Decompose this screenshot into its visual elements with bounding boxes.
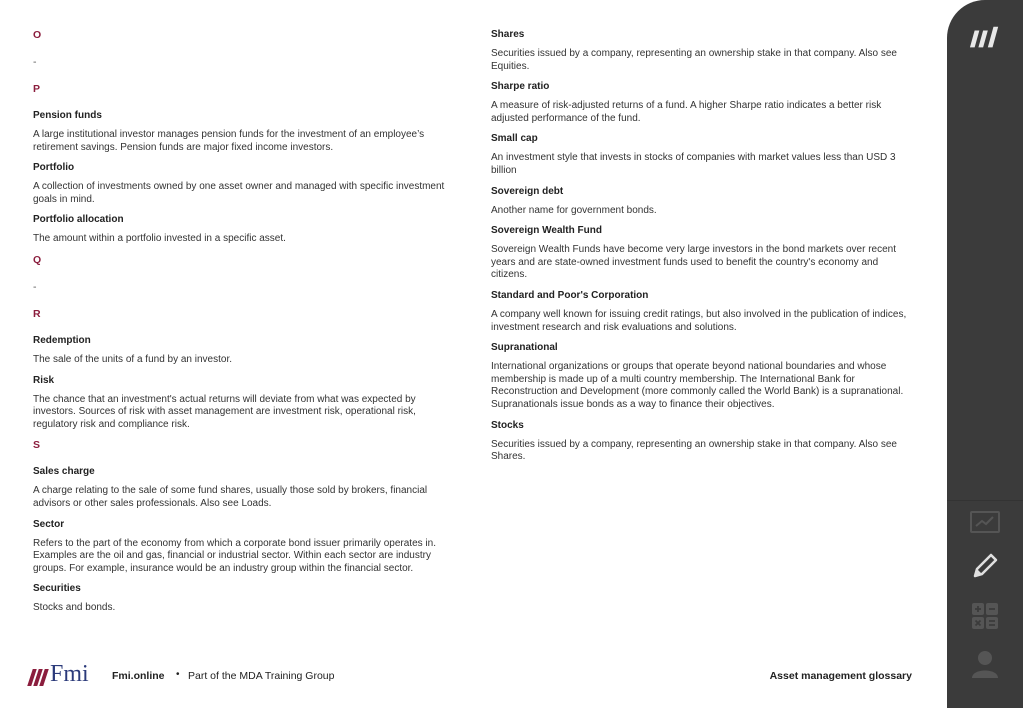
glossary-term: Sector: [33, 518, 65, 530]
glossary-term: Supranational: [491, 342, 558, 354]
glossary-entry: [33, 213, 453, 246]
section-letter: S: [33, 439, 41, 452]
sidebar: [947, 0, 1023, 708]
fmi-logo: [30, 660, 89, 686]
brand-logo-icon[interactable]: [969, 22, 1001, 54]
section-letter: R: [33, 307, 41, 320]
page-footer: [30, 660, 912, 690]
glossary-definition: The amount within a portfolio invested in a specific asset.: [33, 233, 286, 245]
section-letter: O: [33, 29, 42, 41]
glossary-entry: [491, 80, 916, 125]
empty-section-dash: -: [33, 56, 37, 68]
glossary-definition: A company well known for issuing credit ratings, but also involved in the publication of indices, investment research and risk evaluations and solutions.: [491, 308, 907, 333]
section-letter: P: [33, 83, 41, 95]
glossary-definition: Stocks and bonds.: [33, 602, 116, 614]
glossary-entry: [33, 465, 453, 510]
glossary-left-column: [33, 28, 453, 622]
glossary-definition: A large institutional investor manages pension funds for the investment of an employee’s retirement savings. Pension funds are major fixed income investors.: [33, 129, 425, 153]
glossary-entry: [33, 161, 453, 206]
glossary-definition: The chance that an investment's actual returns will deviate from what was expected by investors. Sources of risk with asset management are investment risk, operational risk, regulatory risk and compliance risk.: [33, 393, 416, 430]
glossary-entry: [491, 28, 916, 73]
chart-icon[interactable]: [969, 506, 1001, 538]
glossary-term: Sovereign debt: [491, 185, 564, 197]
glossary-entry: [491, 289, 916, 334]
glossary-term: Portfolio allocation: [33, 214, 124, 226]
glossary-term: Standard and Poor's Corporation: [491, 289, 649, 301]
glossary-definition: A measure of risk-adjusted returns of a fund. A higher Sharpe ratio indicates a better risk adjusted performance of the fund.: [491, 100, 882, 124]
glossary-definition: International organizations or groups that operate beyond national boundaries and whose membership is made up of a multi country membership. The International Bank for Reconstruction and Development (more commonly called the World Bank) is a supranational. Supranationals issue bonds as a way to finance their objectives.: [491, 361, 904, 410]
glossary-term: Portfolio: [33, 162, 75, 174]
glossary-entry: [491, 224, 916, 282]
footer-separator: •: [176, 669, 180, 680]
section-letter: Q: [33, 253, 42, 266]
glossary-entry: [491, 419, 916, 464]
glossary-entry: [33, 334, 453, 367]
glossary-definition: Refers to the part of the economy from which a corporate bond issuer primarily operates in. Examples are the oil and gas, financial or industrial sector. Within each sector are industry groups. For example, insurance would be an industry group within the financial sector.: [33, 537, 436, 574]
glossary-definition: A collection of investments owned by one asset owner and managed with specific investment goals in mind.: [33, 181, 445, 205]
glossary-entry: [33, 582, 453, 615]
glossary-definition: An investment style that invests in stocks of companies with market values less than USD 3 billion: [491, 152, 896, 176]
glossary-entry: [491, 341, 916, 411]
calculator-icon[interactable]: [969, 600, 1001, 632]
glossary-definition: Securities issued by a company, representing an ownership stake in that company. Also see Equities.: [491, 48, 897, 72]
glossary-entry: [33, 518, 453, 576]
glossary-term: Small cap: [491, 133, 538, 145]
glossary-term: Risk: [33, 374, 55, 386]
glossary-term: Sovereign Wealth Fund: [491, 225, 602, 237]
glossary-term: Shares: [491, 29, 525, 40]
glossary-definition: Securities issued by a company, representing an ownership stake in that company. Also see Shares.: [491, 438, 897, 463]
sidebar-divider: [947, 500, 1023, 501]
footer-site-name: Fmi.online: [112, 670, 165, 682]
glossary-definition: The sale of the units of a fund by an investor.: [33, 353, 233, 365]
glossary-term: Stocks: [491, 419, 524, 431]
logo-bars-icon: [30, 669, 46, 686]
glossary-term: Sharpe ratio: [491, 81, 550, 93]
glossary-right-column: [491, 28, 916, 471]
glossary-entry: [491, 185, 916, 218]
logo-text: Fmi: [50, 661, 89, 687]
glossary-entry: [33, 374, 453, 432]
footer-group-text: Part of the MDA Training Group: [188, 670, 335, 682]
document-title: Asset management glossary: [769, 670, 912, 682]
pencil-icon[interactable]: [969, 550, 1001, 582]
glossary-definition: A charge relating to the sale of some fund shares, usually those sold by brokers, financial advisors or other sales professionals. Also see Loads.: [33, 485, 428, 509]
glossary-term: Securities: [33, 583, 81, 595]
glossary-definition: Another name for government bonds.: [491, 204, 657, 216]
glossary-term: Sales charge: [33, 466, 95, 478]
glossary-term: Redemption: [33, 334, 91, 346]
empty-section-dash: -: [33, 280, 37, 293]
glossary-definition: Sovereign Wealth Funds have become very large investors in the bond markets over recent years and are state-owned investment funds used to benefit the country's economy and citizens.: [491, 244, 897, 281]
glossary-entry: [491, 132, 916, 177]
user-icon[interactable]: [969, 648, 1001, 680]
glossary-term: Pension funds: [33, 110, 102, 121]
glossary-entry: [33, 109, 453, 154]
